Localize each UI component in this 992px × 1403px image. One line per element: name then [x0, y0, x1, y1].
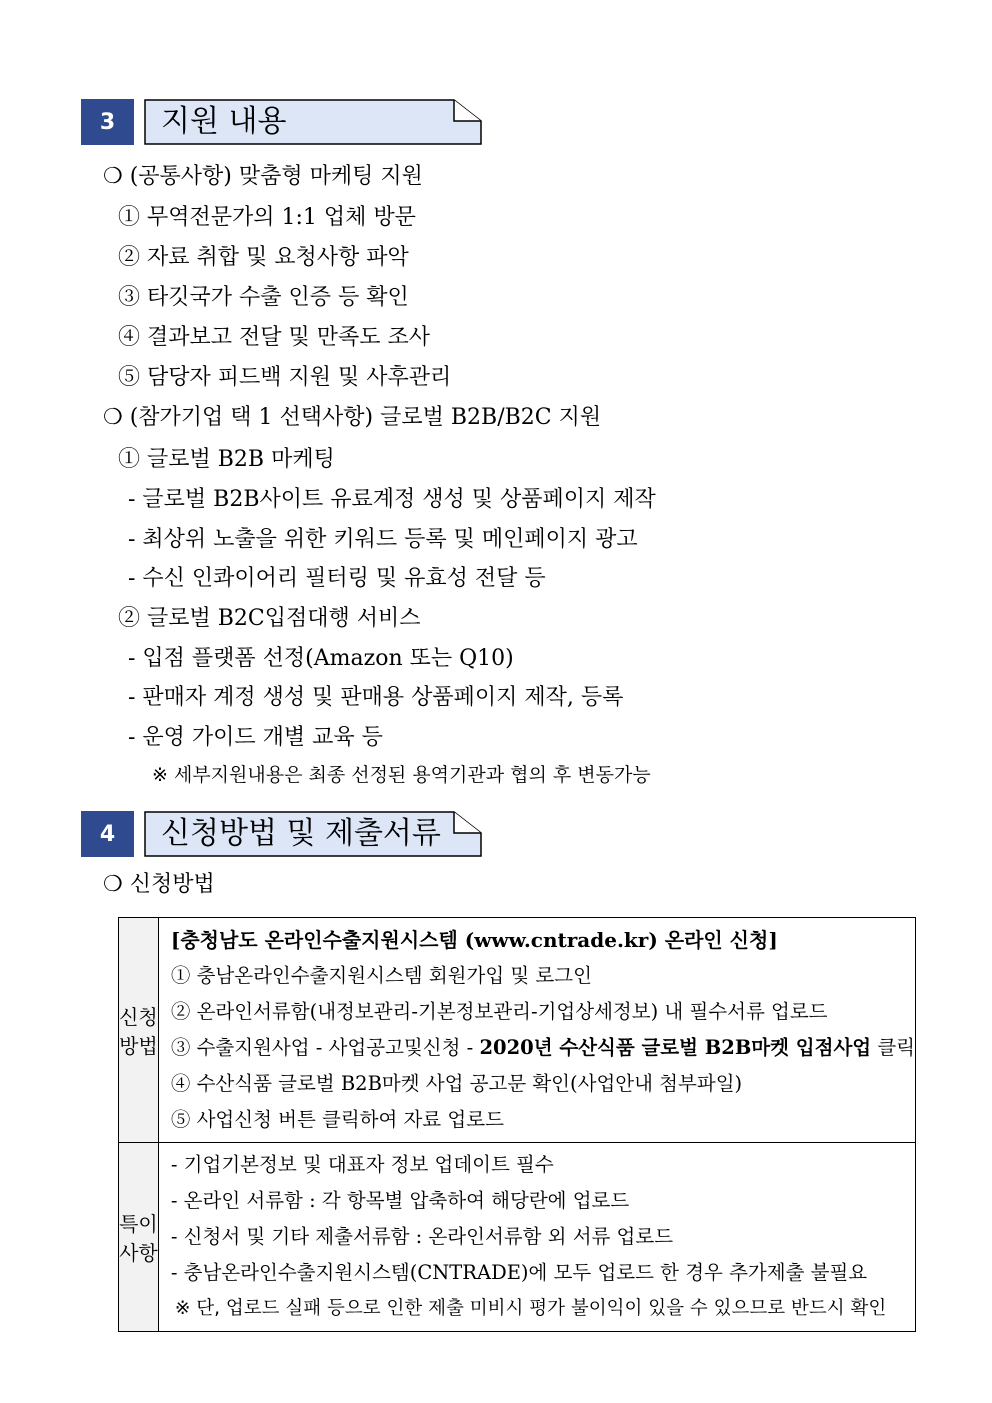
- list-item: - 판매자 계정 생성 및 판매용 상품페이지 제작, 등록: [128, 685, 624, 710]
- section-title: 신청방법 및 제출서류: [161, 816, 441, 851]
- row-label: 신청방법: [119, 918, 159, 1143]
- section-title: 지원 내용: [161, 104, 287, 139]
- table-row: [119, 918, 916, 1143]
- table-line-step3: [171, 1030, 915, 1066]
- list-item: ② 자료 취합 및 요청사항 파악: [118, 245, 409, 270]
- list-item: - 수신 인콰이어리 필터링 및 유효성 전달 등: [128, 566, 546, 591]
- table-line: - 기업기본정보 및 대표자 정보 업데이트 필수: [170, 1153, 554, 1176]
- group-heading: ❍ 신청방법: [103, 872, 215, 897]
- table-line: - 온라인 서류함 : 각 항목별 압축하여 해당란에 업로드: [170, 1189, 630, 1212]
- table-line: - 신청서 및 기타 제출서류함 : 온라인서류함 외 서류 업로드: [170, 1225, 674, 1248]
- table-line: ④ 수산식품 글로벌 B2B마켓 사업 공고문 확인(사업안내 첨부파일): [170, 1072, 743, 1095]
- application-table: [118, 917, 916, 1332]
- group-heading: ❍ (참가기업 택 1 선택사항) 글로벌 B2B/B2C 지원: [103, 405, 602, 430]
- table-line: ⑤ 사업신청 버튼 클릭하여 자료 업로드: [170, 1108, 504, 1131]
- table-line: - 충남온라인수출지원시스템(CNTRADE)에 모두 업로드 한 경우 추가제출 불필요: [170, 1261, 868, 1284]
- row-content: [158, 918, 915, 1143]
- list-item: - 최상위 노출을 위한 키워드 등록 및 메인페이지 광고: [128, 527, 638, 552]
- sub-heading: ② 글로벌 B2C입점대행 서비스: [118, 606, 421, 631]
- list-item: ⑤ 담당자 피드백 지원 및 사후관리: [118, 365, 452, 390]
- step3-program-name: 2020년 수산식품 글로벌 B2B마켓 입점사업: [479, 1036, 872, 1059]
- section-number: 4: [81, 811, 134, 857]
- list-item: ③ 타깃국가 수출 인증 등 확인: [118, 285, 409, 310]
- sub-heading: ① 글로벌 B2B 마케팅: [118, 447, 335, 472]
- list-item: - 글로벌 B2B사이트 유료계정 생성 및 상품페이지 제작: [128, 487, 656, 512]
- row-label: 특이사항: [119, 1143, 159, 1332]
- step3-suffix: 클릭: [871, 1036, 915, 1059]
- section-number: 3: [81, 99, 134, 145]
- list-item: ① 무역전문가의 1:1 업체 방문: [118, 205, 416, 230]
- list-item: - 운영 가이드 개별 교육 등: [128, 725, 383, 750]
- list-item: - 입점 플랫폼 선정(Amazon 또는 Q10): [128, 646, 514, 671]
- list-item: ④ 결과보고 전달 및 만족도 조사: [118, 325, 430, 350]
- table-header-line: [충청남도 온라인수출지원시스템 (www.cntrade.kr) 온라인 신청]: [170, 928, 778, 952]
- table-line: ① 충남온라인수출지원시스템 회원가입 및 로그인: [170, 964, 592, 987]
- note: ※ 세부지원내용은 최종 선정된 용역기관과 협의 후 변동가능: [152, 764, 651, 786]
- group-heading: ❍ (공통사항) 맞춤형 마케팅 지원: [103, 164, 423, 189]
- row-content: [158, 1143, 915, 1332]
- table-line: ② 온라인서류함(내정보관리-기본정보관리-기업상세정보) 내 필수서류 업로드: [170, 1000, 828, 1023]
- step3-prefix: ③ 수출지원사업 - 사업공고및신청 -: [170, 1036, 480, 1059]
- table-note: ※ 단, 업로드 실패 등으로 인한 제출 미비시 평가 불이익이 있을 수 있으므로 반드시 확인: [174, 1298, 887, 1319]
- table-row: [119, 1143, 916, 1332]
